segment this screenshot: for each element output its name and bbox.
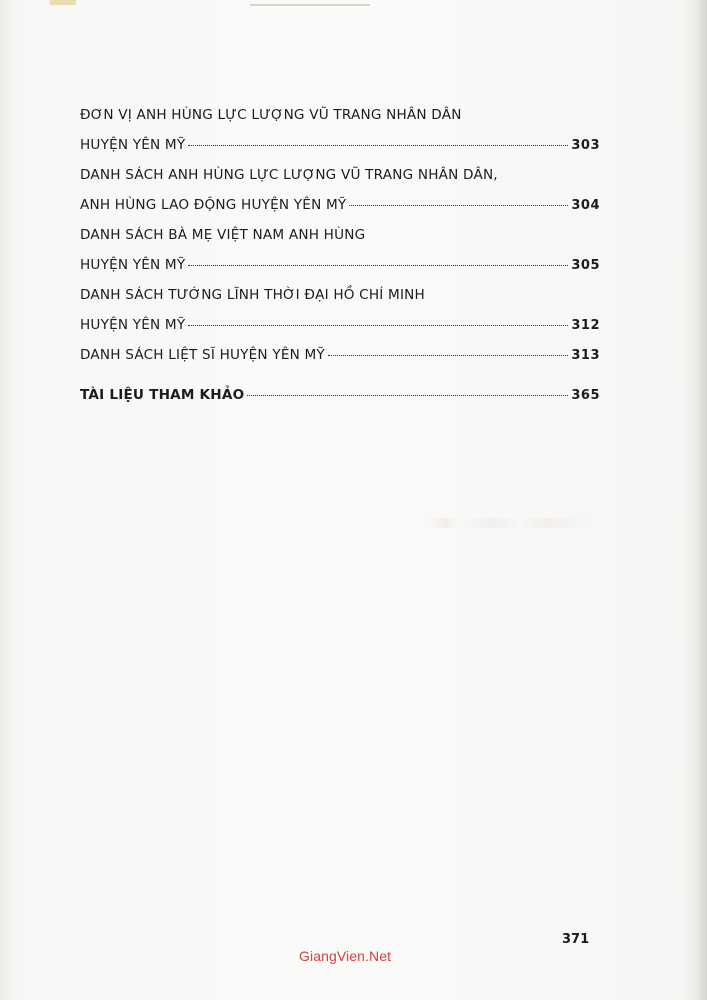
toc-entry-title-line: HUYỆN YÊN MỸ	[80, 137, 186, 153]
toc-entry-title-line: ANH HÙNG LAO ĐỘNG HUYỆN YÊN MỸ	[80, 197, 347, 213]
toc-entry-title-line: DANH SÁCH BÀ MẸ VIỆT NAM ANH HÙNG	[80, 227, 366, 243]
toc-entry-page-number: 312	[571, 318, 600, 333]
toc-entry-title-line: DANH SÁCH LIỆT SĨ HUYỆN YÊN MỸ	[80, 347, 325, 363]
toc-entry-title-line: DANH SÁCH ANH HÙNG LỰC LƯỢNG VŨ TRANG NHÂN DÂN,	[80, 167, 498, 183]
toc-entry-last-line	[80, 190, 600, 220]
toc-entry-title-line: TÀI LIỆU THAM KHẢO	[80, 387, 245, 403]
top-edge-mark	[50, 0, 76, 5]
page-number: 371	[562, 932, 590, 947]
faint-scan-mark	[430, 518, 590, 528]
watermark: GiangVien.Net	[299, 948, 392, 964]
toc-entry-last-line	[80, 130, 600, 160]
toc-entry-title-line: ĐƠN VỊ ANH HÙNG LỰC LƯỢNG VŨ TRANG NHÂN DÂN	[80, 107, 462, 123]
dot-leader	[188, 251, 568, 266]
toc-entry	[80, 100, 600, 160]
toc-entry-title-line: HUYỆN YÊN MỸ	[80, 317, 186, 333]
toc-entry	[80, 380, 600, 410]
toc-entry-page-number: 365	[571, 388, 600, 403]
toc-entry	[80, 220, 600, 280]
toc-entry-page-number: 304	[571, 198, 600, 213]
toc-entry-last-line	[80, 340, 600, 370]
dot-leader	[349, 191, 568, 206]
toc-entry-title-line: DANH SÁCH TƯỚNG LĨNH THỜI ĐẠI HỒ CHÍ MINH	[80, 287, 425, 303]
toc-entry-last-line	[80, 250, 600, 280]
toc-entry-last-line	[80, 380, 600, 410]
dot-leader	[328, 341, 568, 356]
dot-leader	[247, 381, 568, 396]
dot-leader	[188, 311, 568, 326]
toc-entry-title-line: HUYỆN YÊN MỸ	[80, 257, 186, 273]
top-scan-artifact	[250, 4, 370, 6]
toc-entry	[80, 280, 600, 340]
toc-entry-page-number: 303	[571, 138, 600, 153]
table-of-contents	[80, 100, 600, 410]
toc-entry-page-number: 305	[571, 258, 600, 273]
dot-leader	[188, 131, 568, 146]
page-edge-shadow	[695, 0, 707, 1000]
toc-entry-page-number: 313	[571, 348, 600, 363]
toc-entry	[80, 340, 600, 370]
toc-entry	[80, 160, 600, 220]
toc-entry-last-line	[80, 310, 600, 340]
